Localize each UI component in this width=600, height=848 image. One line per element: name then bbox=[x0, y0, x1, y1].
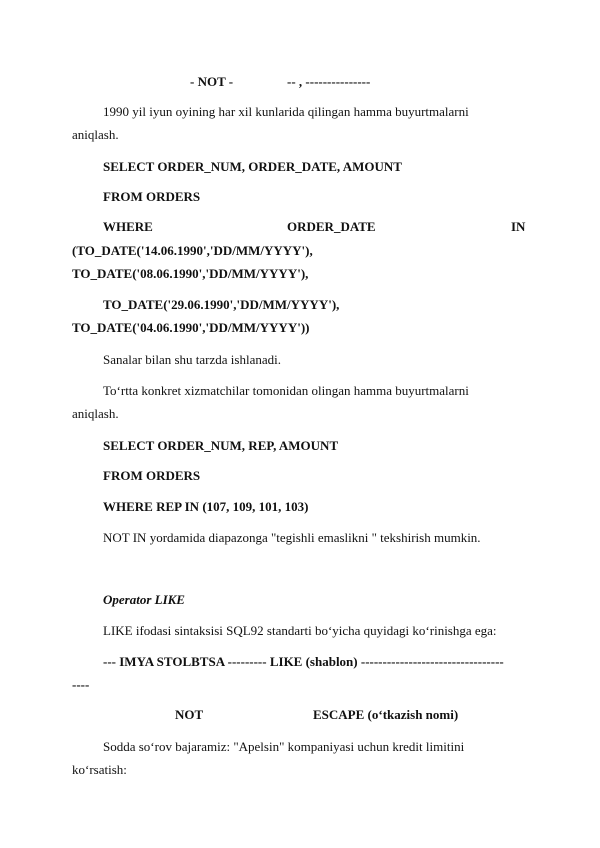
sql1-from: FROM ORDERS bbox=[103, 189, 201, 204]
syntax-line-1: --- IMYA STOLBTSA --------- LIKE (shablon) --------------------------------- bbox=[103, 654, 504, 669]
header-dashes: -- , --------------- bbox=[287, 74, 371, 89]
paragraph-1-line-2: aniqlash. bbox=[72, 127, 119, 142]
sql1-date-2: TO_DATE('08.06.1990','DD/MM/YYYY'), bbox=[72, 266, 309, 281]
header-not: - NOT - bbox=[190, 74, 234, 89]
paragraph-2: Sanalar bilan shu tarzda ishlanadi. bbox=[103, 352, 281, 367]
sql1-where-in: IN bbox=[511, 219, 526, 234]
paragraph-3-line-1: To‘rtta konkret xizmatchilar tomonidan olingan hamma buyurtmalarni bbox=[103, 383, 469, 398]
sql2-from: FROM ORDERS bbox=[103, 468, 201, 483]
syntax-line-2: ---- bbox=[72, 677, 90, 692]
sql2-where: WHERE REP IN (107, 109, 101, 103) bbox=[103, 499, 309, 514]
sql1-date-3: TO_DATE('29.06.1990','DD/MM/YYYY'), bbox=[103, 297, 340, 312]
sql1-select: SELECT ORDER_NUM, ORDER_DATE, AMOUNT bbox=[103, 159, 402, 174]
syntax-escape: ESCAPE (o‘tkazish nomi) bbox=[313, 707, 459, 722]
paragraph-5: LIKE ifodasi sintaksisi SQL92 standarti bo‘yicha quyidagi ko‘rinishga ega: bbox=[103, 623, 497, 638]
sql1-where-keyword: WHERE bbox=[103, 219, 153, 234]
sql2-select: SELECT ORDER_NUM, REP, AMOUNT bbox=[103, 438, 339, 453]
paragraph-6-line-2: ko‘rsatish: bbox=[72, 762, 127, 777]
sql1-date-1: (TO_DATE('14.06.1990','DD/MM/YYYY'), bbox=[72, 243, 313, 258]
section-heading: Operator LIKE bbox=[103, 592, 185, 607]
sql1-where-column: ORDER_DATE bbox=[287, 219, 376, 234]
paragraph-6-line-1: Sodda so‘rov bajaramiz: "Apelsin" kompaniyasi uchun kredit limitini bbox=[103, 739, 465, 754]
syntax-not: NOT bbox=[175, 707, 204, 722]
paragraph-1-line-1: 1990 yil iyun oyining har xil kunlarida qilingan hamma buyurtmalarni bbox=[103, 104, 469, 119]
sql1-date-4: TO_DATE('04.06.1990','DD/MM/YYYY')) bbox=[72, 320, 310, 335]
paragraph-4: NOT IN yordamida diapazonga "tegishli emaslikni " tekshirish mumkin. bbox=[103, 530, 481, 545]
paragraph-3-line-2: aniqlash. bbox=[72, 406, 119, 421]
